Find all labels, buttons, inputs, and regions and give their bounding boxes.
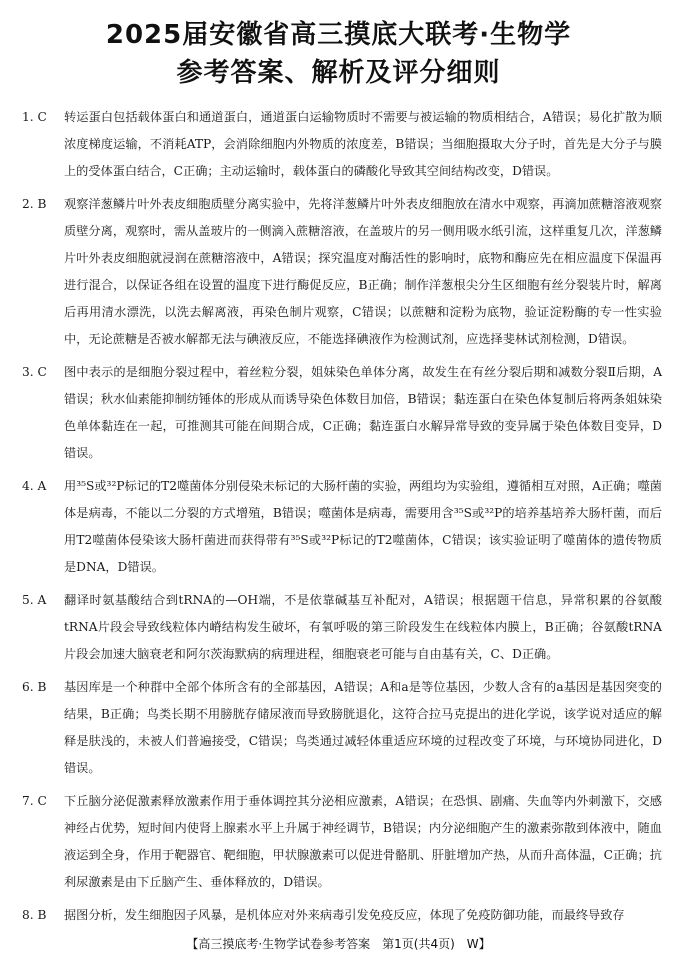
answer-number: 8. B — [22, 908, 47, 922]
answer-item-7 — [22, 788, 662, 896]
answer-explanation: 据图分析，发生细胞因子风暴，是机体应对外来病毒引发免疫反应，体现了免疫防御功能，而最终导致存 — [64, 908, 625, 922]
answer-explanation: 下丘脑分泌促激素释放激素作用于垂体调控其分泌相应激素，A错误；在恐惧、剧痛、失血等内外刺激下，交感神经占优势，短时间内使肾上腺素水平上升属于神经调节，B错误；内分泌细胞产生的激素弥散到体液中，随血液运到全身，作用于靶器官、靶细胞，甲状腺激素可以促进骨骼肌、肝脏增加产热，从而升高体温，C正确；抗利尿激素是由下丘脑产生、垂体释放的，D错误。 — [64, 794, 662, 889]
page-subtitle: 参考答案、解析及评分细则 — [176, 58, 501, 88]
answer-explanation: 转运蛋白包括载体蛋白和通道蛋白，通道蛋白运输物质时不需要与被运输的物质相结合，A错误；易化扩散为顺浓度梯度运输，不消耗ATP，会消除细胞内外物质的浓度差，B错误；当细胞摄取大分子时，首先是大分子与膜上的受体蛋白结合，C正确；主动运输时，载体蛋白的磷酸化导致其空间结构改变，D错误。 — [64, 110, 662, 178]
answer-item-8 — [22, 902, 662, 929]
page-title: 2025届安徽省高三摸底大联考·生物学 — [105, 20, 572, 50]
answer-item-6 — [22, 674, 662, 782]
answer-explanation: 基因库是一个种群中全部个体所含有的全部基因，A错误；A和a是等位基因，少数人含有的a基因是基因突变的结果，B正确；鸟类长期不用膀胱存储尿液而导致膀胱退化，这符合拉马克提出的进化学说，该学说对适应的解释是肤浅的，未被人们普遍接受，C错误；鸟类通过减轻体重适应环境的过程改变了环境，与环境协同进化，D错误。 — [64, 680, 662, 775]
answer-number: 5. A — [22, 593, 47, 607]
answer-list — [22, 104, 662, 935]
answer-item-3 — [22, 359, 662, 467]
answer-number: 1. C — [22, 110, 47, 124]
answer-item-5 — [22, 587, 662, 668]
answer-explanation: 观察洋葱鳞片叶外表皮细胞质壁分离实验中，先将洋葱鳞片叶外表皮细胞放在清水中观察，再滴加蔗糖溶液观察质壁分离，观察时，需从盖玻片的一侧滴入蔗糖溶液，在盖玻片的另一侧用吸水纸引流，这样重复几次，洋葱鳞片叶外表皮细胞就浸润在蔗糖溶液中，A错误；探究温度对酶活性的影响时，底物和酶应先在相应温度下保温再进行混合，以保证各组在设置的温度下进行酶促反应，B正确；制作洋葱根尖分生区细胞有丝分裂装片时，解离后再用清水漂洗，以洗去解离液，再染色制片观察，C错误；以蔗糖和淀粉为底物，验证淀粉酶的专一性实验中，无论蔗糖是否被水解都无法与碘液反应，不能选择碘液作为检测试剂，应选择斐林试剂检测，D错误。 — [64, 197, 662, 346]
answer-number: 6. B — [22, 680, 47, 694]
answer-number: 4. A — [22, 479, 47, 493]
answer-item-4 — [22, 473, 662, 581]
answer-explanation: 翻译时氨基酸结合到tRNA的—OH端，不是依靠碱基互补配对，A错误；根据题干信息，异常积累的谷氨酸tRNA片段会导致线粒体内嵴结构发生破坏，有氧呼吸的第三阶段发生在线粒体内膜上，B正确；谷氨酸tRNA片段会加速大脑衰老和阿尔茨海默病的病理进程，细胞衰老可能与自由基有关，C、D正确。 — [64, 593, 662, 661]
answer-number: 7. C — [22, 794, 47, 808]
answer-number: 2. B — [22, 197, 47, 211]
answer-explanation: 图中表示的是细胞分裂过程中，着丝粒分裂，姐妹染色单体分离，故发生在有丝分裂后期和减数分裂Ⅱ后期，A错误；秋水仙素能抑制纺锤体的形成从而诱导染色体数目加倍，B错误；黏连蛋白在染色体复制后将两条姐妹染色单体黏连在一起，可推测其可能在间期合成，C正确；黏连蛋白水解异常导致的变异属于染色体数目变异，D错误。 — [64, 365, 662, 460]
answer-item-2 — [22, 191, 662, 353]
answer-item-1 — [22, 104, 662, 185]
page-footer: 【高三摸底考·生物学试卷参考答案 第1页(共4页) W】 — [186, 937, 491, 951]
answer-explanation: 用³⁵S或³²P标记的T2噬菌体分别侵染未标记的大肠杆菌的实验，两组均为实验组，遵循相互对照，A正确；噬菌体是病毒，不能以二分裂的方式增殖，B错误；噬菌体是病毒，需要用含³⁵S或³²P的培养基培养大肠杆菌，而后用T2噬菌体侵染该大肠杆菌进而获得带有³⁵S或³²P标记的T2噬菌体，C错误；该实验证明了噬菌体的遗传物质是DNA，D错误。 — [64, 479, 662, 574]
answer-number: 3. C — [22, 365, 47, 379]
